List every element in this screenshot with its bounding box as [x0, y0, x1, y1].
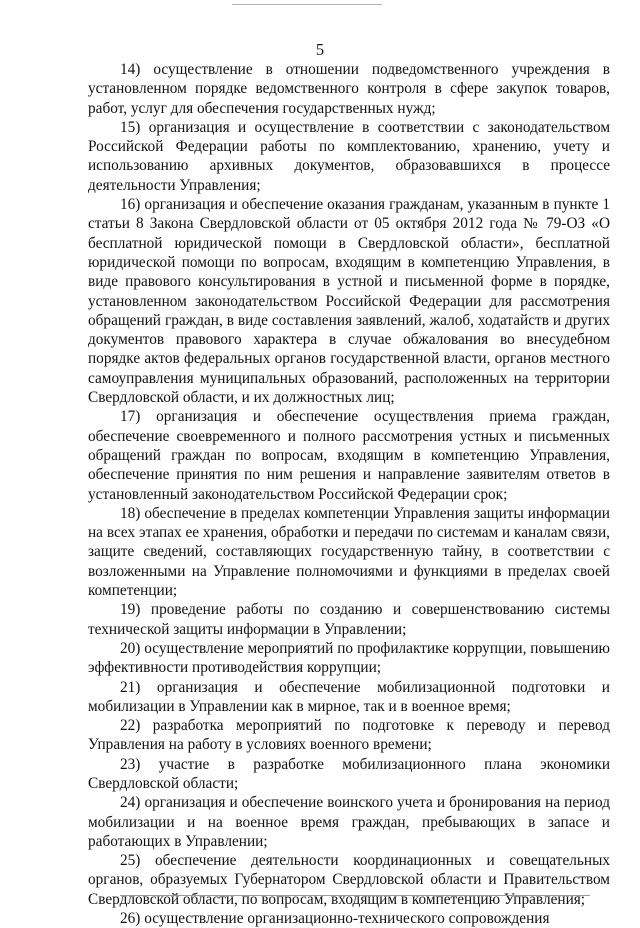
- paragraph-14: 14) осуществление в отношении подведомственного учреждения в установленном порядке ведомственного контроля в сфере закупок товаров, работ, услуг для обеспечения государственных нужд;: [88, 61, 610, 117]
- paragraph-20: 20) осуществление мероприятий по профилактике коррупции, повышению эффективности противодействия коррупции;: [88, 639, 610, 677]
- paragraph-22: 22) разработка мероприятий по подготовке к переводу и перевод Управления на работу в условиях военного времени;: [88, 717, 610, 754]
- paragraph-25: 25) обеспечение деятельности координационных и совещательных органов, образуемых Губернатором Свердловской области и Правительством Свердловской области, по вопросам, входящим в компетенцию Управления;: [88, 852, 610, 908]
- document-body: [88, 60, 610, 928]
- page-number: 5: [315, 40, 325, 59]
- paragraph-24: 24) организация и обеспечение воинского учета и бронирования на период мобилизации и на военное время граждан, пребывающих в запасе и работающих в Управлении;: [88, 794, 610, 850]
- top-scan-rule: [232, 4, 382, 5]
- paragraph-26: 26) осуществление организационно-технического сопровождения: [120, 910, 550, 928]
- paragraph-17: 17) организация и обеспечение осуществления приема граждан, обеспечение своевременного и полного рассмотрения устных и письменных обращений граждан по вопросам, входящим в компетенцию Управления, обеспечение принятия по ним решения и направление заявителям ответов в установленный законодательством Российской Федерации срок;: [88, 408, 610, 503]
- paragraph-18: 18) обеспечение в пределах компетенции Управления защиты информации на всех этапах ее хранения, обработки и передачи по системам и каналам связи, защите сведений, составляющих государственную тайну, в соответствии с возложенными на Управление полномочиями и функциями в пределах своей компетенции;: [88, 504, 610, 600]
- bottom-scan-rule: [120, 895, 590, 896]
- paragraph-16: 16) организация и обеспечение оказания гражданам, указанным в пункте 1 статьи 8 Закона Свердловской области от 05 октября 2012 года № 79-ОЗ «О бесплатной юридической помощи в Свердловской области», бесплатной юридической помощи по вопросам, входящим в компетенцию Управления, в виде правового консультирования в устной и письменной форме в порядке, установленном законодательством Российской Федерации для рассмотрения обращений граждан, в виде составления заявлений, жалоб, ходатайств и других документов правового характера в случае обжалования во внесудебном порядке актов федеральных органов государственной власти, органов местного самоуправления муниципальных образований, расположенных на территории Свердловской области, и их должностных лиц;: [88, 196, 610, 407]
- paragraph-15: 15) организация и осуществление в соответствии с законодательством Российской Федерации работы по комплектованию, хранению, учету и использованию архивных документов, образовавшихся в процессе деятельности Управления;: [88, 118, 610, 194]
- paragraph-19: 19) проведение работы по созданию и совершенствованию системы технической защиты информации в Управлении;: [88, 601, 610, 638]
- paragraph-23: 23) участие в разработке мобилизационного плана экономики Свердловской области;: [88, 755, 610, 792]
- paragraph-21: 21) организация и обеспечение мобилизационной подготовки и мобилизации в Управлении как в мирное, так и в военное время;: [88, 678, 610, 715]
